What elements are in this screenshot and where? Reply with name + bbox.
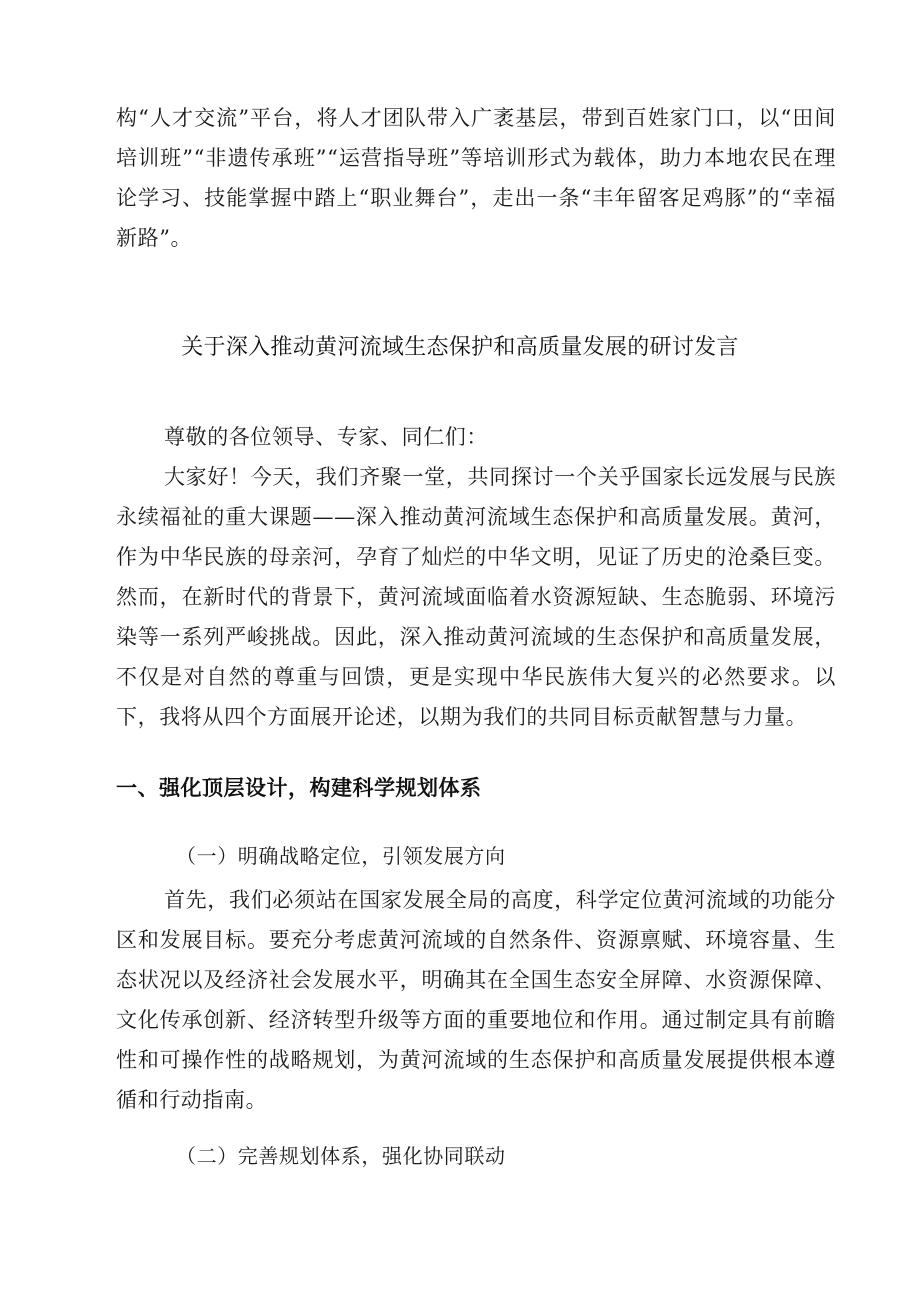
section-1 — [116, 768, 836, 808]
section-1-heading: 一、强化顶层设计，构建科学规划体系 — [116, 776, 482, 800]
subsection-1-2 — [116, 1136, 836, 1176]
document-title: 关于深入推动黄河流域生态保护和高质量发展的研讨发言 — [181, 335, 739, 360]
continuation-paragraph: 构“人才交流”平台，将人才团队带入广袤基层，带到百姓家门口，以“田间培训班”“非遗传承班”“运营指导班”等培训形式为载体，助力本地农民在理论学习、技能掌握中踏上“职业舞台”，走出一条“丰年留客足鸡豚”的“幸福新路”。 — [116, 106, 836, 250]
intro-paragraph: 大家好！今天，我们齐聚一堂，共同探讨一个关乎国家长远发展与民族永续福祉的重大课题——深入推动黄河流域生态保护和高质量发展。黄河，作为中华民族的母亲河，孕育了灿烂的中华文明，见证了历史的沧桑巨变。然而，在新时代的背景下，黄河流域面临着水资源短缺、生态脆弱、环境污染等一系列严峻挑战。因此，深入推动黄河流域的生态保护和高质量发展，不仅是对自然的尊重与回馈，更是实现中华民族伟大复兴的必然要求。以下，我将从四个方面展开论述，以期为我们的共同目标贡献智慧与力量。 — [116, 465, 836, 729]
subsection-1-1-body: 首先，我们必须站在国家发展全局的高度，科学定位黄河流域的功能分区和发展目标。要充分考虑黄河流域的自然条件、资源禀赋、环境容量、生态状况以及经济社会发展水平，明确其在全国生态安全屏障、水资源保障、文化传承创新、经济转型升级等方面的重要地位和作用。通过制定具有前瞻性和可操作性的战略规划，为黄河流域的生态保护和高质量发展提供根本遵循和行动指南。 — [116, 888, 836, 1112]
continuation-block — [116, 98, 836, 258]
speech-body — [116, 417, 836, 737]
salutation: 尊敬的各位领导、专家、同仁们： — [164, 425, 488, 449]
subsection-1-2-heading: （二）完善规划体系，强化协同联动 — [176, 1144, 506, 1168]
subsection-1-1-heading: （一）明确战略定位，引领发展方向 — [176, 844, 506, 868]
subsection-1-1 — [116, 836, 836, 1120]
